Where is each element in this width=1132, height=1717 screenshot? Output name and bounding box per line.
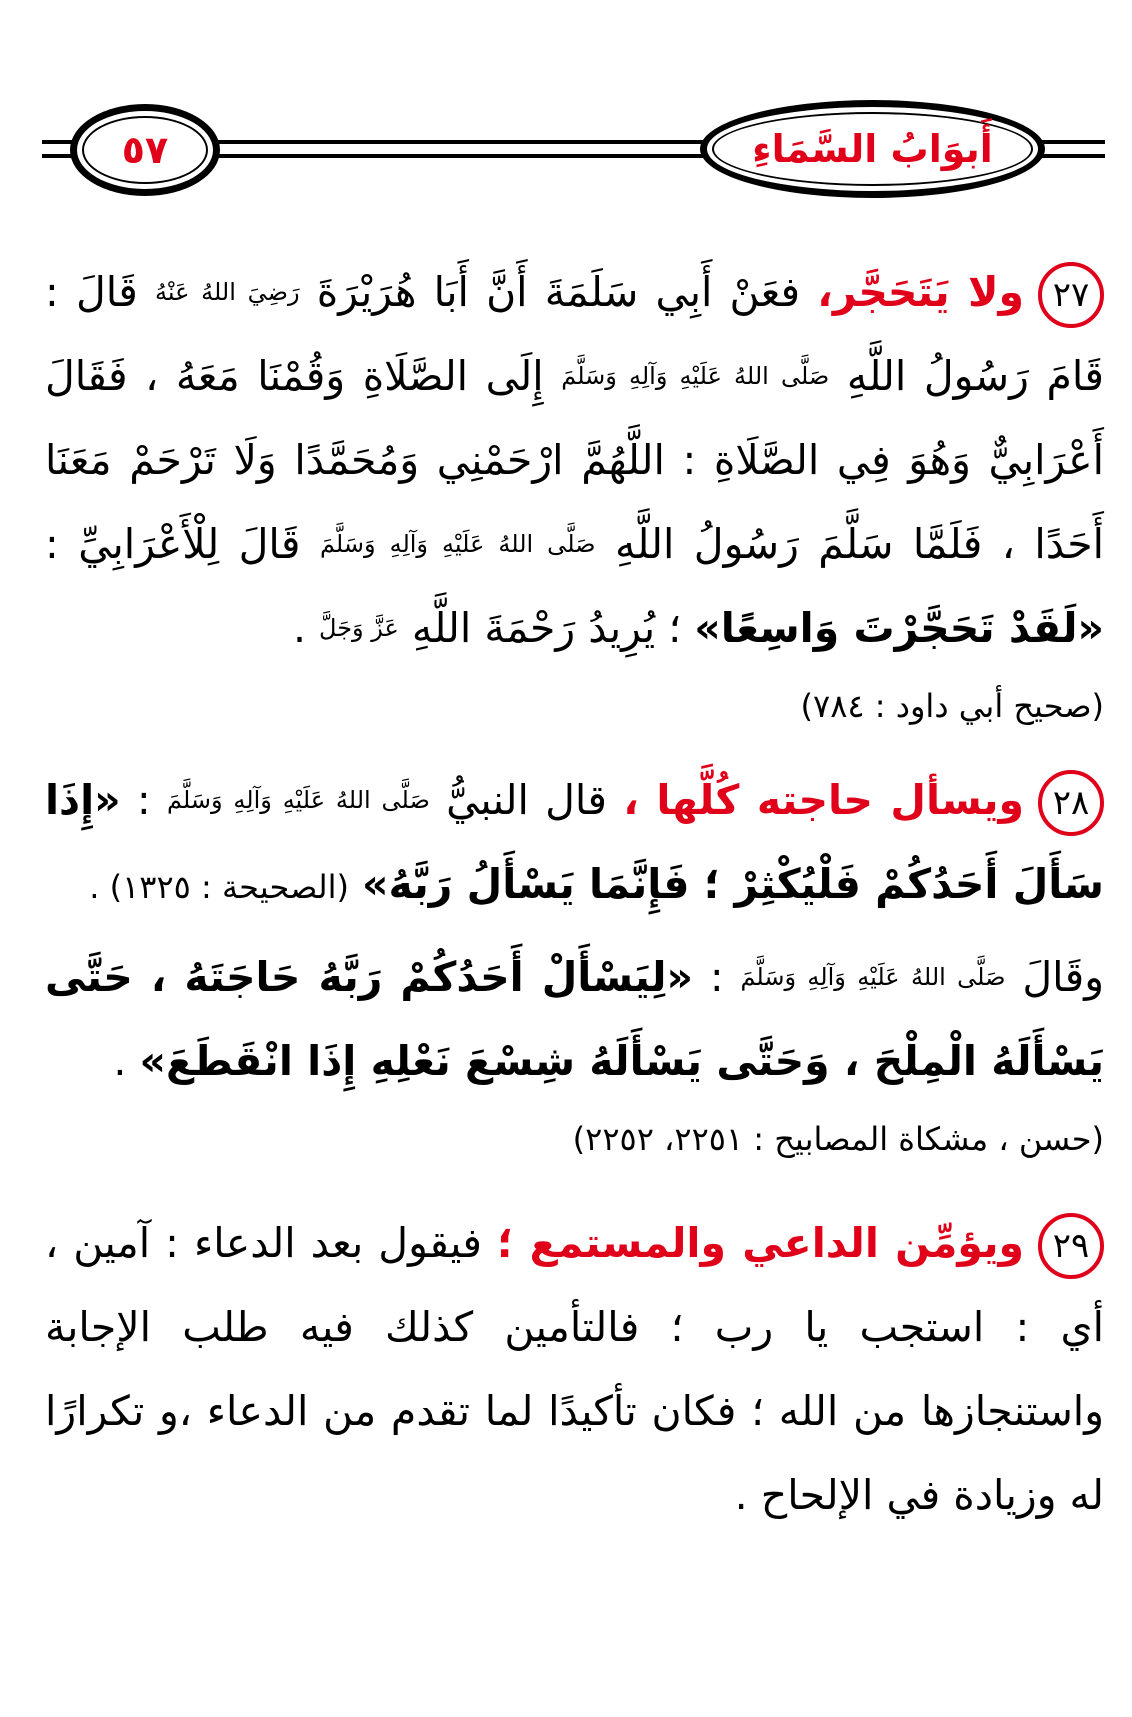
section-27-number: ٢٧ [1038, 262, 1104, 328]
section-27-title: ولا يَتَحَجَّر، [817, 268, 1024, 316]
section-27-text-2: قَالَ : قَامَ رَسُولُ اللَّهِ [45, 268, 1104, 400]
section-29-text: فيقول بعد الدعاء : آمين ، أي : استجب يا رب ؛ فالتأمين كذلك فيه طلب الإجابة واستنجازها من الله ؛ فكان تأكيدًا لما تقدم من الدعاء ،و تكرارًا له وزيادة في الإلحاح . [45, 1219, 1104, 1519]
section-27-quote: «لَقَدْ تَحَجَّرْتَ وَاسِعًا» [694, 604, 1104, 652]
section-28-number: ٢٨ [1038, 770, 1104, 836]
section-27-reference: (صحيح أبي داود : ٧٨٤) [800, 687, 1104, 725]
section-27-text-5: ؛ يُرِيدُ رَحْمَةَ اللَّهِ [411, 604, 682, 652]
section-27 [45, 250, 1104, 670]
section-28-reference-2: (حسن ، مشكاة المصابيح : ٢٢٥١، ٢٢٥٢) [572, 1120, 1104, 1158]
section-28-text-2: وقَالَ [1022, 953, 1104, 1001]
header-rule-middle-bottom [210, 154, 710, 158]
honorific-saw: صَلَّى اللهُ عَلَيْهِ وَآلِهِ وَسَلَّمَ [561, 362, 830, 390]
section-27-text-3: إِلَى الصَّلَاةِ وَقُمْنَا مَعَهُ ، فَقَالَ أَعْرَابِيٌّ وَهُوَ فِي الصَّلَاةِ : اللَّهُمَّ ارْحَمْنِي وَمُحَمَّدًا وَلَا تَرْحَمْ مَعَنَا أَحَدًا ، فَلَمَّا سَلَّمَ رَسُولُ اللَّهِ [45, 352, 1104, 568]
honorific-saw: صَلَّى اللهُ عَلَيْهِ وَآلِهِ وَسَلَّمَ [166, 786, 430, 814]
honorific-azza: عَزَّ وَجَلَّ [319, 614, 399, 642]
section-28-title: ويسأل حاجته كُلَّها ، [623, 776, 1024, 824]
page-header [0, 0, 1132, 230]
section-29-title: ويؤمِّن الداعي والمستمع ؛ [496, 1219, 1024, 1267]
section-27-text-1: فعَنْ أَبِي سَلَمَةَ أَنَّ أَبَا هُرَيْرَةَ [316, 268, 801, 316]
honorific-ra: رَضِيَ اللهُ عَنْهُ [154, 278, 300, 306]
chapter-title-ellipse [700, 100, 1045, 198]
section-28-text-1: قال النبيُّ [446, 776, 608, 824]
section-28-end: . [113, 1037, 127, 1085]
section-28-colon-2: : [709, 953, 724, 1001]
honorific-saw: صَلَّى اللهُ عَلَيْهِ وَآلِهِ وَسَلَّمَ [319, 530, 596, 558]
section-27-end: . [292, 604, 306, 652]
page-number: ٥٧ [121, 128, 169, 172]
page-body [45, 250, 1104, 1537]
section-29 [45, 1201, 1104, 1537]
section-28 [45, 758, 1104, 929]
header-rule-middle-top [210, 140, 710, 144]
section-28-reference-1: (الصحيحة : ١٣٢٥) . [89, 868, 349, 906]
honorific-saw: صَلَّى اللهُ عَلَيْهِ وَآلِهِ وَسَلَّمَ [740, 963, 1006, 991]
section-28-colon: : [136, 776, 151, 824]
chapter-title: أَبوَابُ السَّمَاءِ [752, 127, 993, 171]
section-28-quote-2: «لِيَسْأَلْ أَحَدُكُمْ رَبَّهُ حَاجَتَهُ ، حَتَّى يَسْأَلَهُ الْمِلْحَ ، وَحَتَّى يَسْأَلَهُ شِسْعَ نَعْلِهِ إِذَا انْقَطَعَ» [45, 953, 1104, 1085]
page-number-ellipse [70, 104, 220, 196]
section-29-number: ٢٩ [1038, 1213, 1104, 1279]
section-28-continued [45, 935, 1104, 1103]
section-28-quote-1: «إِذَا سَأَلَ أَحَدُكُمْ فَلْيُكْثِرْ ؛ فَإِنَّمَا يَسْأَلُ رَبَّهُ» [45, 776, 1104, 908]
section-27-text-4: قَالَ لِلْأَعْرَابِيِّ : [45, 520, 301, 568]
